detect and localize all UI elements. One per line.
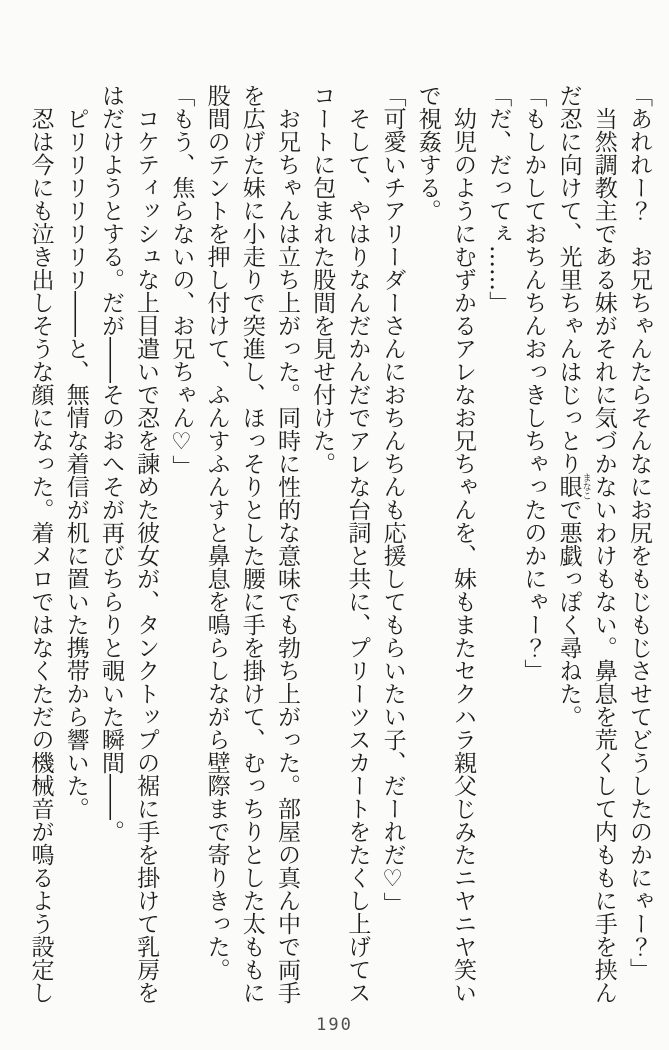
narration-paragraph: コケティッシュな上目遣いで忍を諫めた彼女が、タンクトップの裾に手を掛けて乳房をはだけようとする。だが――そのおへそが再びちらりと覗いた瞬間――。 bbox=[97, 84, 160, 1004]
dialogue-paragraph: 「あれれー？ お兄ちゃんたらそんなにお尻をもじもじさせてどうしたのかにゃー？」 bbox=[626, 84, 652, 981]
narration-paragraph: お兄ちゃんは立ち上がった。同時に性的な意味でも勃ち上がった。部屋の真ん中で両手を広げた妹に小走りで突進し、ほっそりとした腰に手を掛けて、むっちりとした太ももに股間のテントを押し付けて、ふんすふんすと鼻息を鳴らしながら壁際まで寄りきった。 bbox=[203, 84, 300, 1004]
page-number: 190 bbox=[316, 1015, 353, 1035]
narration-paragraph: 忍は今にも泣き出しそうな顔になった。着メロではなくただの機械音が鳴るよう設定し bbox=[27, 107, 54, 1004]
furigana-ruby: 眼 まなこ bbox=[555, 473, 591, 500]
narration-paragraph: ピリリリリリリリ――と、無情な着信が机に置いた携帯から響いた。 bbox=[62, 107, 89, 820]
dialogue-paragraph: 「もしかしておちんちんおっきしちゃったのかにゃー？」 bbox=[520, 84, 547, 682]
dialogue-paragraph: 「もう、焦らないの、お兄ちゃん♡」 bbox=[168, 84, 195, 478]
page-footer bbox=[0, 1015, 669, 1035]
dialogue-paragraph: 「だ、だってぇ……」 bbox=[485, 84, 512, 314]
narration-paragraph: 幼児のようにむずかるアレなお兄ちゃんを、妹もまたセクハラ親父じみたニヤニヤ笑いで視姦する。 bbox=[414, 84, 476, 1004]
narration-paragraph: 当然調教主である妹がそれに気づかないわけもない。鼻息を荒くして内ももに手を挟んだ忍に向けて、光里ちゃんはじっとり眼 まなこで悪戯っぽく尋ねた。 bbox=[555, 84, 617, 1004]
dialogue-paragraph: 「可愛いチアリーダーさんにおちんちんも応援してもらいたい子、だーれだ♡」 bbox=[379, 84, 406, 915]
text-block bbox=[20, 84, 656, 1008]
narration-paragraph: そして、やはりなんだかんだでアレな台詞と共に、プリーツスカートをたくし上げてスコートに包まれた股間を見せ付けた。 bbox=[309, 84, 371, 1004]
